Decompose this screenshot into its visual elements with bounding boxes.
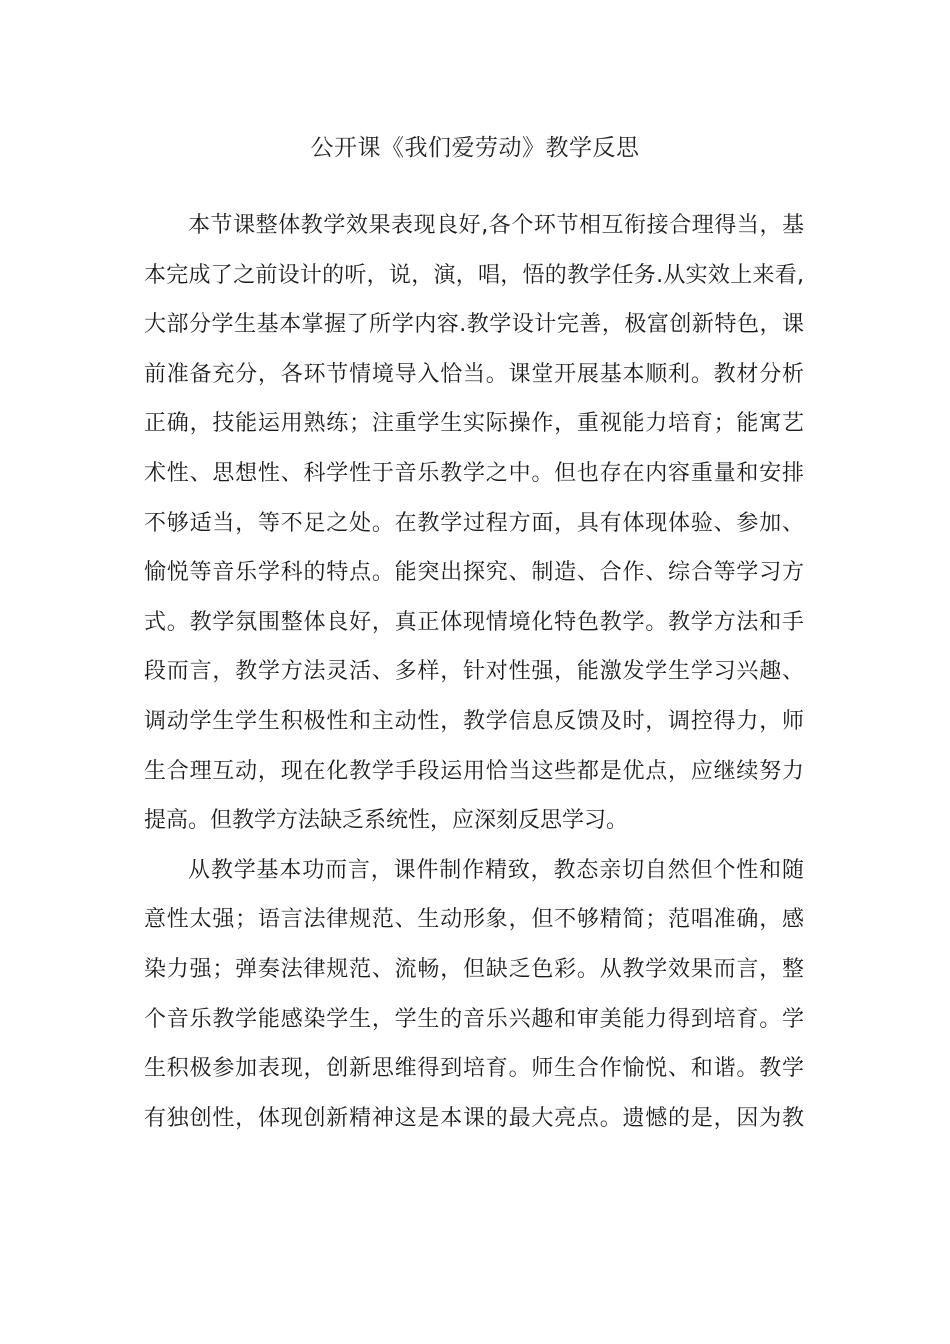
document-title: 公开课《我们爱劳动》教学反思 (310, 135, 640, 161)
paragraph-2-line-6: 有独创性，体现创新精神这是本课的最大亮点。遗憾的是，因为教 (144, 1106, 804, 1131)
paragraph-1-line-6: 术性、思想性、科学性于音乐教学之中。但也存在内容重量和安排 (144, 461, 804, 486)
paragraph-1-line-3: 大部分学生基本掌握了所学内容.教学设计完善，极富创新特色，课 (144, 312, 804, 337)
paragraph-1-line-13: 提高。但教学方法缺乏系统性，应深刻反思学习。 (144, 808, 629, 833)
paragraph-1-line-2: 本完成了之前设计的听，说，演，唱，悟的教学任务.从实效上来看, (144, 263, 804, 288)
paragraph-1-line-11: 调动学生学生积极性和主动性，教学信息反馈及时，调控得力，师 (144, 709, 804, 734)
paragraph-2-line-2: 意性太强；语言法律规范、生动形象，但不够精简；范唱准确，感 (144, 907, 804, 932)
paragraph-1-line-4: 前准备充分，各环节情境导入恰当。课堂开展基本顺利。教材分析 (144, 362, 804, 387)
paragraph-2-line-3: 染力强；弹奏法律规范、流畅，但缺乏色彩。从教学效果而言，整 (144, 957, 804, 982)
paragraph-1-line-1: 本节课整体教学效果表现良好,各个环节相互衔接合理得当，基 (188, 213, 804, 238)
paragraph-1-line-12: 生合理互动，现在化教学手段运用恰当这些都是优点，应继续努力 (144, 759, 804, 784)
paragraph-2-line-1: 从教学基本功而言，课件制作精致，教态亲切自然但个性和随 (188, 858, 804, 883)
paragraph-1-line-10: 段而言，教学方法灵活、多样，针对性强，能激发学生学习兴趣、 (144, 659, 804, 684)
paragraph-1-line-8: 愉悦等音乐学科的特点。能突出探究、制造、合作、综合等学习方 (144, 560, 804, 585)
paragraph-1-line-9: 式。教学氛围整体良好，真正体现情境化特色教学。教学方法和手 (144, 610, 804, 635)
paragraph-1-line-5: 正确，技能运用熟练；注重学生实际操作，重视能力培育；能寓艺 (144, 411, 804, 436)
paragraph-2-line-5: 生积极参加表现，创新思维得到培育。师生合作愉悦、和谐。教学 (144, 1056, 804, 1081)
paragraph-1-line-7: 不够适当，等不足之处。在教学过程方面，具有体现体验、参加、 (144, 511, 804, 536)
paragraph-2-line-4: 个音乐教学能感染学生，学生的音乐兴趣和审美能力得到培育。学 (144, 1007, 804, 1032)
